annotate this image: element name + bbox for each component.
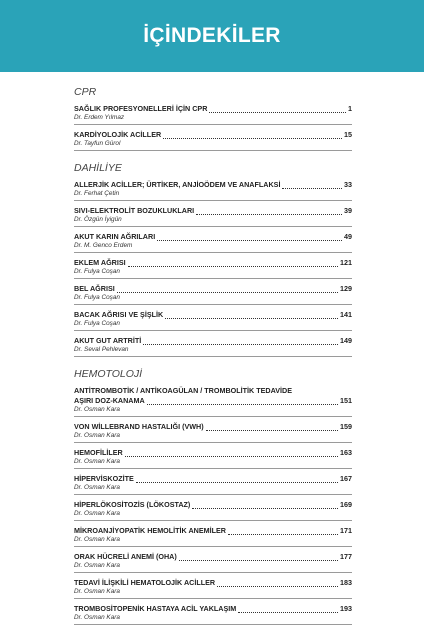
- toc-entry[interactable]: [74, 386, 352, 417]
- section-dahiliye: [74, 162, 352, 357]
- dot-leader: [165, 312, 338, 319]
- dot-leader: [117, 286, 338, 293]
- entry-title: SAĞLIK PROFESYONELLERİ İÇİN CPR: [74, 104, 208, 113]
- dot-leader: [196, 208, 342, 215]
- entry-author: Dr. Fulya Coşan: [74, 268, 120, 275]
- page-number: 141: [340, 310, 352, 319]
- page-title: İÇİNDEKİLER: [143, 24, 281, 47]
- dot-leader: [179, 554, 338, 561]
- page-number: 129: [340, 284, 352, 293]
- entry-title: HİPERVİSKOZİTE: [74, 474, 134, 483]
- entry-title: MİKROANJİYOPATİK HEMOLİTİK ANEMİLER: [74, 526, 226, 535]
- entry-author: Dr. Tayfun Gürol: [74, 140, 121, 147]
- page-number: 169: [340, 500, 352, 509]
- dot-leader: [282, 182, 342, 189]
- dot-leader: [125, 450, 338, 457]
- page-number: 33: [344, 180, 352, 189]
- page-number: 121: [340, 258, 352, 267]
- toc-entry[interactable]: [74, 578, 352, 599]
- entry-author: Dr. Osman Kara: [74, 588, 120, 595]
- toc-entry[interactable]: [74, 448, 352, 469]
- toc-entry[interactable]: [74, 474, 352, 495]
- page-number: 159: [340, 422, 352, 431]
- entry-title: ALLERJİK ACİLLER; ÜRTİKER, ANJİOÖDEM VE ANAFLAKSİ: [74, 180, 281, 189]
- entry-title: TEDAVİ İLİŞKİLİ HEMATOLOJİK ACİLLER: [74, 578, 216, 587]
- entry-title: AŞIRI DOZ-KANAMA: [74, 396, 145, 405]
- toc-entry[interactable]: [74, 552, 352, 573]
- dot-leader: [206, 424, 338, 431]
- entry-author: Dr. M. Genco Erdem: [74, 242, 133, 249]
- page-number: 163: [340, 448, 352, 457]
- toc-entry[interactable]: [74, 206, 352, 227]
- entry-title: AKUT KARIN AĞRILARI: [74, 232, 156, 241]
- dot-leader: [128, 260, 338, 267]
- toc-entry[interactable]: [74, 310, 352, 331]
- section-hemotoloji: [74, 368, 352, 625]
- entry-title: HİPERLÖKOSİTOZİS (LÖKOSTAZ): [74, 500, 191, 509]
- entry-title: VON WİLLEBRAND HASTALIĞI (VWH): [74, 422, 204, 431]
- entry-author: Dr. Osman Kara: [74, 406, 120, 413]
- entry-author: Dr. Osman Kara: [74, 614, 120, 621]
- toc-entry[interactable]: [74, 232, 352, 253]
- entry-title: BACAK AĞRISI VE ŞİŞLİK: [74, 310, 164, 319]
- toc-entry[interactable]: [74, 104, 352, 125]
- entry-author: Dr. Özgün İyigün: [74, 216, 122, 223]
- dot-leader: [192, 502, 338, 509]
- entry-title: EKLEM AĞRISI: [74, 258, 126, 267]
- page-number: 149: [340, 336, 352, 345]
- page-number: 171: [340, 526, 352, 535]
- toc-entry[interactable]: [74, 604, 352, 625]
- entry-title: HEMOFİLİLER: [74, 448, 123, 457]
- dot-leader: [136, 476, 338, 483]
- entry-author: Dr. Erdem Yılmaz: [74, 114, 125, 121]
- entry-author: Dr. Osman Kara: [74, 458, 120, 465]
- entry-author: Dr. Osman Kara: [74, 484, 120, 491]
- page-number: 177: [340, 552, 352, 561]
- page-number: 151: [340, 396, 352, 405]
- toc-entry[interactable]: [74, 284, 352, 305]
- entry-author: Dr. Osman Kara: [74, 536, 120, 543]
- entry-author: Dr. Fulya Coşan: [74, 320, 120, 327]
- entry-title-line1: ANTİTROMBOTİK / ANTİKOAGÜLAN / TROMBOLİTİK TEDAVİDE: [74, 386, 293, 395]
- section-title: HEMOTOLOJİ: [74, 368, 143, 380]
- dot-leader: [163, 132, 342, 139]
- header-banner: [0, 0, 424, 72]
- entry-title: ORAK HÜCRELİ ANEMİ (OHA): [74, 552, 177, 561]
- toc-content: [0, 72, 424, 625]
- toc-entry[interactable]: [74, 180, 352, 201]
- entry-author: Dr. Osman Kara: [74, 562, 120, 569]
- entry-title: AKUT GUT ARTRİTİ: [74, 336, 142, 345]
- dot-leader: [147, 398, 338, 405]
- entry-title: SIVI-ELEKTROLİT BOZUKLUKLARI: [74, 206, 195, 215]
- toc-entry[interactable]: [74, 500, 352, 521]
- entry-author: Dr. Osman Kara: [74, 510, 120, 517]
- entry-author: Dr. Ferhat Çetin: [74, 190, 120, 197]
- page-number: 15: [344, 130, 352, 139]
- toc-entry[interactable]: [74, 336, 352, 357]
- section-title: DAHİLİYE: [74, 162, 122, 174]
- dot-leader: [209, 106, 346, 113]
- toc-entry[interactable]: [74, 526, 352, 547]
- dot-leader: [238, 606, 338, 613]
- page-number: 49: [344, 232, 352, 241]
- page-number: 1: [348, 104, 352, 113]
- entry-author: Dr. Fulya Coşan: [74, 294, 120, 301]
- dot-leader: [143, 338, 338, 345]
- entry-author: Dr. Seval Pehlevan: [74, 346, 129, 353]
- page-number: 183: [340, 578, 352, 587]
- section-title: CPR: [74, 86, 97, 98]
- entry-title: KARDİYOLOJİK ACİLLER: [74, 130, 162, 139]
- page-number: 193: [340, 604, 352, 613]
- entry-title: TROMBOSİTOPENİK HASTAYA ACİL YAKLAŞIM: [74, 604, 237, 613]
- page-number: 39: [344, 206, 352, 215]
- section-cpr: [74, 86, 352, 151]
- dot-leader: [228, 528, 338, 535]
- toc-entry[interactable]: [74, 130, 352, 151]
- toc-entry[interactable]: [74, 422, 352, 443]
- dot-leader: [217, 580, 338, 587]
- entry-title: BEL AĞRISI: [74, 284, 115, 293]
- toc-entry[interactable]: [74, 258, 352, 279]
- dot-leader: [157, 234, 342, 241]
- page-number: 167: [340, 474, 352, 483]
- entry-author: Dr. Osman Kara: [74, 432, 120, 439]
